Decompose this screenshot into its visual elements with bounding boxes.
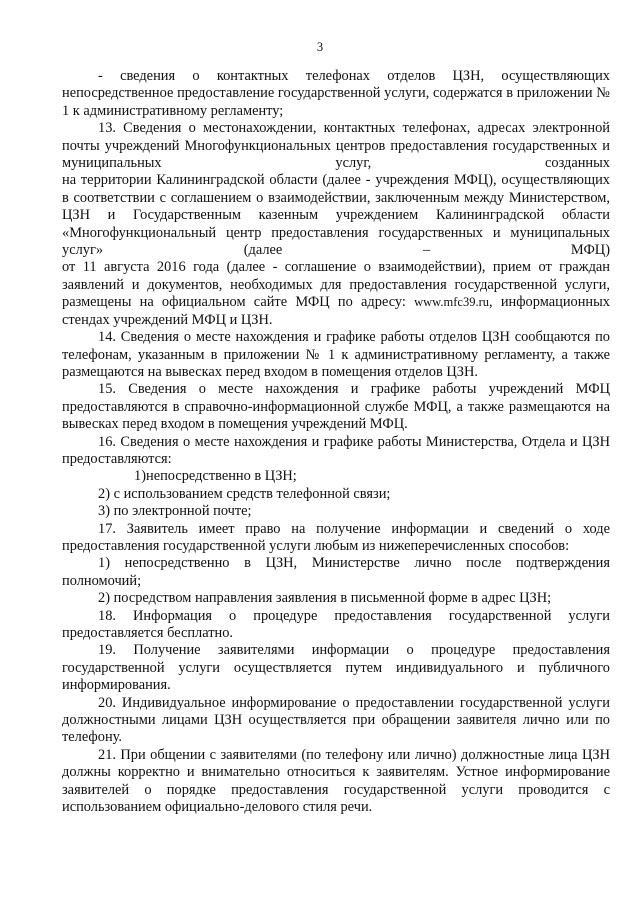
list-item-text: непосредственно в ЦЗН; bbox=[146, 468, 297, 485]
list-item-17-1: 1) непосредственно в ЦЗН, Министерстве лично после подтверждения полномочий; bbox=[62, 555, 610, 589]
document-body bbox=[62, 68, 610, 816]
paragraph-13-part-3 bbox=[62, 259, 610, 329]
list-item-17-2: 2) посредством направления заявления в письменной форме в адрес ЦЗН; bbox=[98, 590, 552, 607]
paragraph-18: 18. Информация о процедуре предоставления государственной услуги предоставляется бесплатно. bbox=[62, 607, 610, 641]
paragraph-17: 17. Заявитель имеет право на получение информации и сведений о ходе предоставления государственной услуги любым из нижеперечисленных способов: bbox=[62, 520, 610, 554]
list-item-number: 1) bbox=[134, 468, 146, 485]
paragraph-13-part-2: на территории Калининградской области (далее - учреждения МФЦ), осуществляющих в соответствии с соглашением о взаимодействии, заключенным между Министерством, ЦЗН и Государственным казенным учреждением Калининградской области «Многофункциональный центр предоставления государственных и муниципальных услуг» (далее – МФЦ) bbox=[62, 172, 610, 259]
paragraph-13-part-1: 13. Сведения о местонахождении, контактных телефонах, адресах электронной почты учреждений Многофункциональных центров предоставления государственных и муниципальных услуг, созданных bbox=[62, 120, 610, 172]
paragraph-14: 14. Сведения о месте нахождения и графике работы отделов ЦЗН сообщаются по телефонам, указанным в приложении № 1 к административному регламенту, а также размещаются на вывесках перед входом в помещения отделов ЦЗН. bbox=[62, 329, 610, 380]
paragraph-13-text-end: , информационных стендах учреждений МФЦ и ЦЗН. bbox=[62, 294, 610, 328]
paragraph-19: 19. Получение заявителями информации о процедуре предоставления государственной услуги осуществляется путем индивидуального и публичного информирования. bbox=[62, 642, 610, 694]
paragraph-20: 20. Индивидуальное информирование о предоставлении государственной услуги должностными лицами ЦЗН осуществляется при обращении заявителя лично или по телефону. bbox=[62, 694, 610, 746]
paragraph-21: 21. При общении с заявителями (по телефону или лично) должностные лица ЦЗН должны корректно и внимательно относиться к заявителям. Устное информирование заявителей о порядке предоставления государственной услуги проводится с использованием официально-делового стиля речи. bbox=[62, 746, 610, 816]
list-item-16-1 bbox=[62, 468, 610, 485]
paragraph-13-text: от 11 августа 2016 года (далее - соглашение о взаимодействии), прием от граждан заявлений и документов, необходимых для предоставления государственной услуги, размещены на официальном сайте МФЦ по адресу: bbox=[62, 259, 610, 311]
paragraph-15: 15. Сведения о месте нахождения и графике работы учреждений МФЦ предоставляются в справочно-информационной службе МФЦ, а также размещаются на вывесках перед входом в помещения учреждений МФЦ. bbox=[62, 381, 610, 433]
paragraph-16: 16. Сведения о месте нахождения и графике работы Министерства, Отдела и ЦЗН предоставляются: bbox=[62, 433, 610, 467]
list-item-16-3: 3) по электронной почте; bbox=[98, 503, 252, 520]
list-item-16-2: 2) с использованием средств телефонной связи; bbox=[98, 485, 391, 502]
mfc-website-link[interactable]: www.mfc39.ru bbox=[414, 295, 489, 310]
page-number: 3 bbox=[316, 40, 324, 54]
paragraph-contacts: - сведения о контактных телефонах отделов ЦЗН, осуществляющих непосредственное предоставление государственной услуги, содержатся в приложении № 1 к административному регламенту; bbox=[62, 68, 610, 119]
